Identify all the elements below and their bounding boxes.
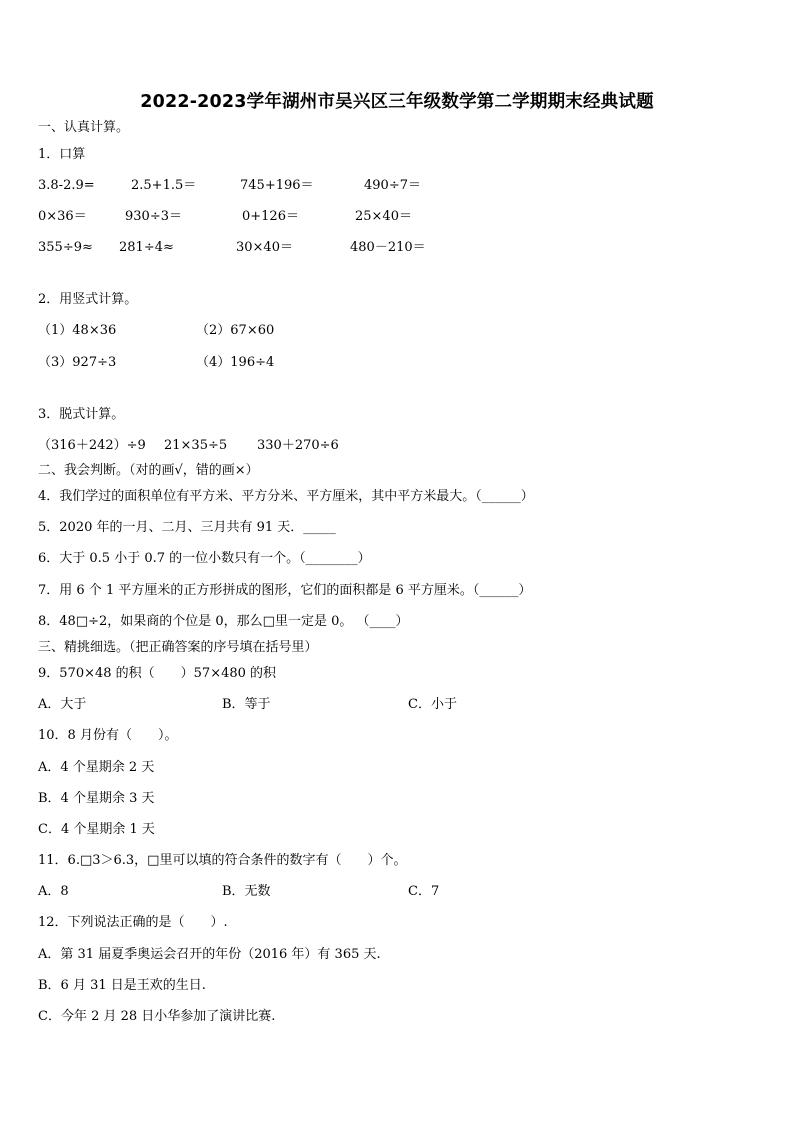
page-title: 2022-2023学年湖州市吴兴区三年级数学第二学期期末经典试题 [140,92,654,112]
q1-item: 490÷7＝ [364,178,421,193]
q10-option-a: A．4 个星期余 2 天 [38,760,155,775]
q1-item: 30×40＝ [236,240,293,255]
q1-item: 25×40＝ [355,209,412,224]
q2-item: （3）927÷3 [38,355,117,370]
q1-item: 745+196＝ [240,178,314,193]
q11-option-c: C．7 [408,884,440,899]
q2-item: （4）196÷4 [196,355,275,370]
q3-item: （316＋242）÷9 [38,438,146,453]
q2-item: （1）48×36 [38,323,117,338]
q9-option-a: A．大于 [38,697,87,712]
q3-item: 330＋270÷6 [257,438,339,453]
q10-option-b: B．4 个星期余 3 天 [38,791,155,806]
q1-item: 2.5+1.5＝ [131,178,197,193]
q4: 4．我们学过的面积单位有平方米、平方分米、平方厘米，其中平方米最大。（______） [38,489,534,504]
q10-stem: 10．8 月份有（ ）。 [38,728,178,743]
q12-option-a: A．第 31 届夏季奥运会召开的年份（2016 年）有 365 天. [38,947,381,962]
q3-label: 3．脱式计算。 [38,407,125,422]
q9-option-b: B．等于 [222,697,271,712]
q1-item: 3.8-2.9= [38,178,95,193]
q1-item: 281÷4≈ [119,240,174,255]
q11-option-a: A．8 [38,884,69,899]
q1-item: 0×36＝ [38,209,87,224]
q12-stem: 12．下列说法正确的是（ ）. [38,915,228,930]
q1-item: 355÷9≈ [38,240,93,255]
q12-option-b: B．6 月 31 日是王欢的生日. [38,978,206,993]
q5: 5．2020 年的一月、二月、三月共有 91 天．_____ [38,520,336,535]
q7: 7．用 6 个 1 平方厘米的正方形拼成的图形，它们的面积都是 6 平方厘米。（______） [38,583,532,598]
q11-stem: 11．6.□3＞6.3，□里可以填的符合条件的数字有（ ）个。 [38,853,407,868]
section-3-heading: 三、精挑细选。（把正确答案的序号填在括号里） [38,640,318,655]
q1-item: 480－210＝ [350,240,426,255]
q2-item: （2）67×60 [196,323,275,338]
q12-option-c: C．今年 2 月 28 日小华参加了演讲比赛. [38,1009,276,1024]
q1-item: 0+126＝ [242,209,299,224]
q1-label: 1．口算 [38,147,86,162]
section-1-heading: 一、认真计算。 [38,120,130,135]
q11-option-b: B．无数 [222,884,271,899]
q9-stem: 9．570×48 的积（ ）57×480 的积 [38,666,277,681]
q3-item: 21×35÷5 [164,438,228,453]
q6: 6．大于 0.5 小于 0.7 的一位小数只有一个。（________） [38,551,371,566]
section-2-heading: 二、我会判断。（对的画√，错的画×） [38,463,259,478]
q1-item: 930÷3＝ [125,209,182,224]
q8: 8．48□÷2，如果商的个位是 0，那么□里一定是 0。 （____） [38,614,409,629]
q2-label: 2．用竖式计算。 [38,292,138,307]
q9-option-c: C．小于 [408,697,457,712]
q10-option-c: C．4 个星期余 1 天 [38,822,155,837]
